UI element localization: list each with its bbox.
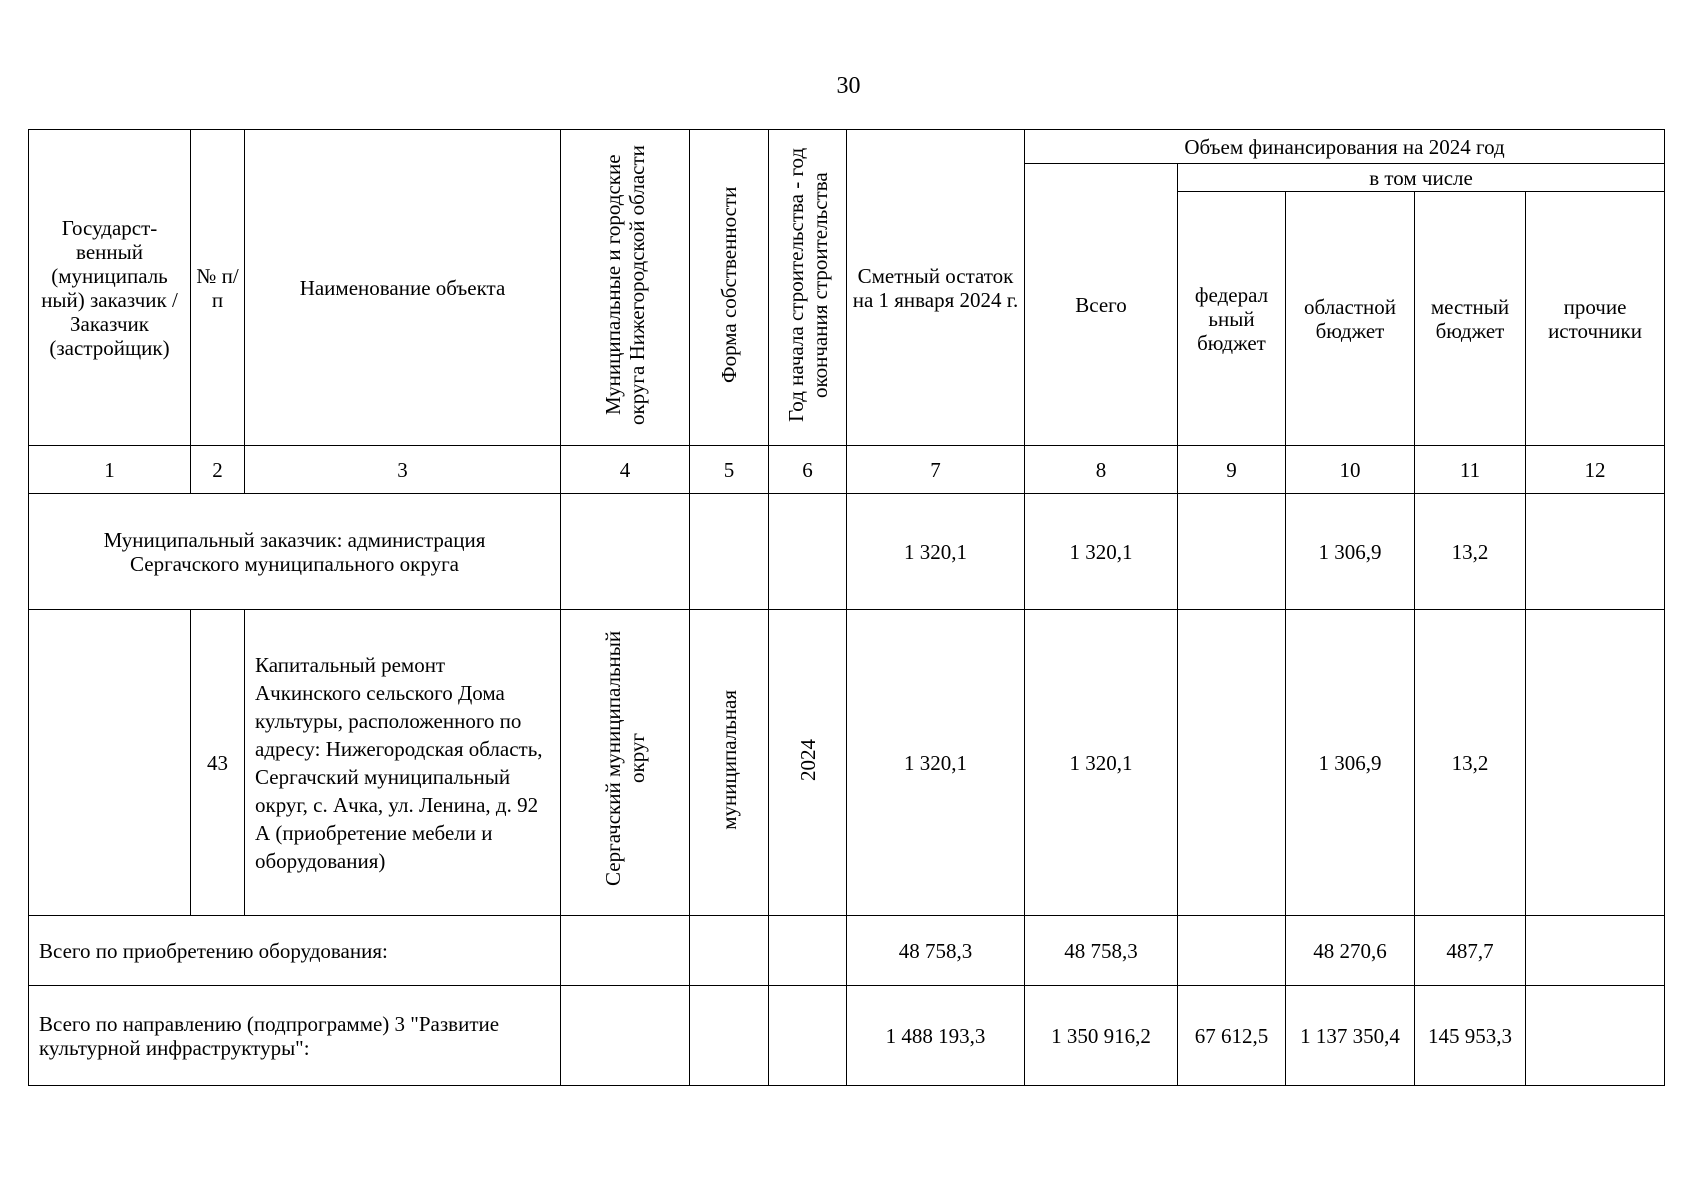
direction-total-total: 1 350 916,2 xyxy=(1025,986,1178,1086)
object-customer xyxy=(29,610,191,916)
column-number: 5 xyxy=(690,446,769,494)
header-construction-years xyxy=(769,130,847,446)
equipment-total-federal xyxy=(1178,916,1286,986)
object-name xyxy=(245,610,561,916)
equipment-total-regional: 48 270,6 xyxy=(1286,916,1415,986)
column-number: 8 xyxy=(1025,446,1178,494)
direction-total-other xyxy=(1526,986,1665,1086)
header-including xyxy=(1178,164,1665,192)
header-customer-label: Государст-венный (муниципаль ный) заказчик / Заказчик (застройщик) xyxy=(41,215,178,360)
customer-other xyxy=(1526,494,1665,610)
header-including-label: в том числе xyxy=(1369,165,1473,190)
object-num: 43 xyxy=(191,610,245,916)
customer-regional: 1 306,9 xyxy=(1286,494,1415,610)
header-ownership-form xyxy=(690,130,769,446)
object-federal xyxy=(1178,610,1286,916)
column-number: 12 xyxy=(1526,446,1665,494)
customer-label xyxy=(29,494,561,610)
column-number: 3 xyxy=(245,446,561,494)
object-regional: 1 306,9 xyxy=(1286,610,1415,916)
header-local-budget-label: местный бюджет xyxy=(1430,294,1510,343)
equipment-total-years xyxy=(769,916,847,986)
equipment-total-estimated-balance: 48 758,3 xyxy=(847,916,1025,986)
customer-ownership xyxy=(690,494,769,610)
header-total xyxy=(1025,164,1178,446)
direction-total-local: 145 953,3 xyxy=(1415,986,1526,1086)
header-row xyxy=(29,130,1665,164)
header-construction-years-label: Год начала строительства - год окончания строительства xyxy=(783,147,832,423)
header-other-sources-label: прочие источники xyxy=(1548,294,1642,343)
header-financing-volume xyxy=(1025,130,1665,164)
column-number: 7 xyxy=(847,446,1025,494)
object-years xyxy=(769,610,847,916)
column-number: 2 xyxy=(191,446,245,494)
equipment-total-ownership xyxy=(690,916,769,986)
direction-total-regional: 1 137 350,4 xyxy=(1286,986,1415,1086)
direction-total-ownership xyxy=(690,986,769,1086)
column-number: 1 xyxy=(29,446,191,494)
equipment-total-label xyxy=(29,916,561,986)
header-num xyxy=(191,130,245,446)
object-years-text: 2024 xyxy=(795,739,820,781)
customer-local: 13,2 xyxy=(1415,494,1526,610)
customer-estimated-balance: 1 320,1 xyxy=(847,494,1025,610)
column-number: 10 xyxy=(1286,446,1415,494)
page-number: 30 xyxy=(836,73,861,99)
direction-total-label xyxy=(29,986,561,1086)
direction-total-estimated-balance: 1 488 193,3 xyxy=(847,986,1025,1086)
header-estimated-balance xyxy=(847,130,1025,446)
header-customer xyxy=(29,130,191,446)
direction-total-years xyxy=(769,986,847,1086)
direction-total-row xyxy=(29,986,1665,1086)
header-estimated-balance-label: Сметный остаток на 1 января 2024 г. xyxy=(852,263,1019,312)
column-numbers-row xyxy=(29,446,1665,494)
header-other-sources xyxy=(1526,192,1665,446)
equipment-total-total: 48 758,3 xyxy=(1025,916,1178,986)
equipment-total-row xyxy=(29,916,1665,986)
equipment-total-local: 487,7 xyxy=(1415,916,1526,986)
header-federal-budget xyxy=(1178,192,1286,446)
object-estimated-balance: 1 320,1 xyxy=(847,610,1025,916)
equipment-total-other xyxy=(1526,916,1665,986)
header-object-name xyxy=(245,130,561,446)
object-local: 13,2 xyxy=(1415,610,1526,916)
header-regional-budget xyxy=(1286,192,1415,446)
object-row xyxy=(29,610,1665,916)
column-number: 9 xyxy=(1178,446,1286,494)
object-name-text: Капитальный ремонт Ачкинского сельского Дома культуры, расположенного по адресу: Нижегородская область, Сергачский муниципальный округ, с. Ачка, ул. Ленина, д. 92 А (приобретение мебели и оборудования) xyxy=(255,652,543,873)
object-district-text: Сергачский муниципальный округ xyxy=(601,630,649,886)
equipment-total-district xyxy=(561,916,690,986)
object-other xyxy=(1526,610,1665,916)
header-total-label: Всего xyxy=(1075,292,1127,317)
header-regional-budget-label: областной бюджет xyxy=(1304,294,1396,343)
direction-total-federal: 67 612,5 xyxy=(1178,986,1286,1086)
header-municipal-districts-label: Муниципальные и городские округа Нижегородской области xyxy=(601,145,649,425)
object-district xyxy=(561,610,690,916)
customer-years xyxy=(769,494,847,610)
object-ownership xyxy=(690,610,769,916)
customer-total: 1 320,1 xyxy=(1025,494,1178,610)
customer-label-text: Муниципальный заказчик: администрация Сергачского муниципального округа xyxy=(103,527,486,576)
object-ownership-text: муниципальная xyxy=(717,690,741,830)
header-object-name-label: Наименование объекта xyxy=(299,275,506,300)
header-local-budget xyxy=(1415,192,1526,446)
column-number: 4 xyxy=(561,446,690,494)
direction-total-label-text: Всего по направлению (подпрограмме) 3 "Развитие культурной инфраструктуры": xyxy=(39,1011,500,1060)
financing-table xyxy=(28,129,1665,1086)
direction-total-district xyxy=(561,986,690,1086)
header-num-label: № п/п xyxy=(196,263,239,312)
customer-row xyxy=(29,494,1665,610)
object-total: 1 320,1 xyxy=(1025,610,1178,916)
customer-federal xyxy=(1178,494,1286,610)
column-number: 6 xyxy=(769,446,847,494)
header-municipal-districts xyxy=(561,130,690,446)
header-financing-volume-label: Объем финансирования на 2024 год xyxy=(1184,134,1505,159)
header-ownership-form-label: Форма собственности xyxy=(717,186,741,384)
header-federal-budget-label: федерал ьный бюджет xyxy=(1194,282,1269,355)
customer-district xyxy=(561,494,690,610)
equipment-total-label-text: Всего по приобретению оборудования: xyxy=(39,938,388,963)
column-number: 11 xyxy=(1415,446,1526,494)
